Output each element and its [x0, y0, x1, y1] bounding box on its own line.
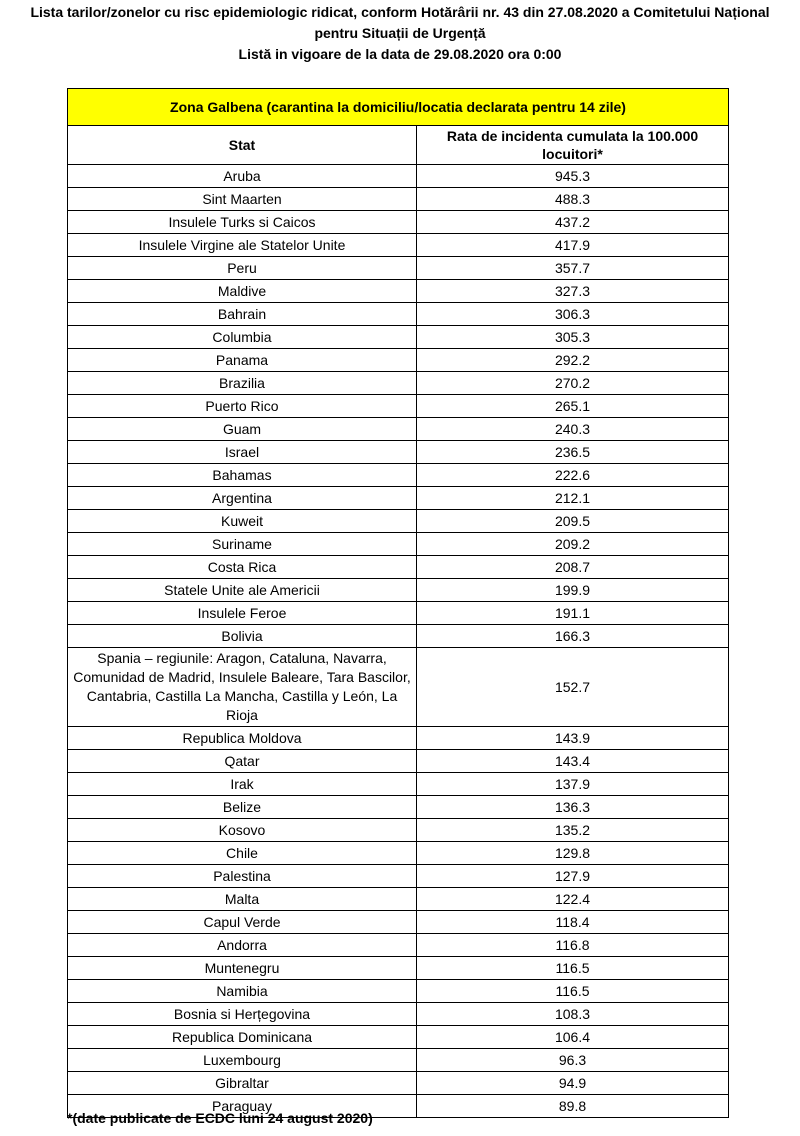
document-header: [0, 2, 800, 65]
incidence-rate-cell: 96.3: [417, 1049, 729, 1072]
table-row: [68, 211, 729, 234]
incidence-rate-cell: 89.8: [417, 1095, 729, 1118]
country-cell: Bahrain: [68, 303, 417, 326]
incidence-rate-cell: 152.7: [417, 648, 729, 727]
country-cell: Republica Dominicana: [68, 1026, 417, 1049]
country-cell: Sint Maarten: [68, 188, 417, 211]
incidence-rate-cell: 306.3: [417, 303, 729, 326]
table-row: [68, 303, 729, 326]
country-cell: Paraguay: [68, 1095, 417, 1118]
table-row: [68, 819, 729, 842]
table-row: [68, 957, 729, 980]
country-cell: Kuweit: [68, 510, 417, 533]
incidence-rate-cell: 437.2: [417, 211, 729, 234]
incidence-rate-cell: 240.3: [417, 418, 729, 441]
country-cell: Israel: [68, 441, 417, 464]
table-row: [68, 602, 729, 625]
country-cell: Muntenegru: [68, 957, 417, 980]
incidence-rate-cell: 122.4: [417, 888, 729, 911]
header-validity-line: Listă in vigoare de la data de 29.08.2020 ora 0:00: [238, 46, 562, 62]
table-row: [68, 1003, 729, 1026]
table-row: [68, 1026, 729, 1049]
incidence-rate-cell: 199.9: [417, 579, 729, 602]
incidence-rate-cell: 106.4: [417, 1026, 729, 1049]
table-row: [68, 1049, 729, 1072]
risk-countries-table: [67, 88, 729, 1118]
table-row: [68, 487, 729, 510]
incidence-rate-cell: 135.2: [417, 819, 729, 842]
country-cell: Malta: [68, 888, 417, 911]
column-header-row: [68, 126, 729, 165]
incidence-rate-cell: 236.5: [417, 441, 729, 464]
footnote: *(date publicate de ECDC luni 24 august 2020): [67, 1110, 373, 1126]
country-cell: Belize: [68, 796, 417, 819]
country-cell: Capul Verde: [68, 911, 417, 934]
country-cell: Guam: [68, 418, 417, 441]
table-row: [68, 625, 729, 648]
country-cell: Luxembourg: [68, 1049, 417, 1072]
table-row: [68, 418, 729, 441]
table-row: [68, 464, 729, 487]
incidence-rate-cell: 129.8: [417, 842, 729, 865]
zone-title: Zona Galbena (carantina la domiciliu/locatia declarata pentru 14 zile): [68, 89, 729, 126]
table-row: [68, 888, 729, 911]
zone-header-row: [68, 89, 729, 126]
incidence-rate-cell: 191.1: [417, 602, 729, 625]
country-cell: Chile: [68, 842, 417, 865]
table-row: [68, 188, 729, 211]
country-cell: Spania – regiunile: Aragon, Cataluna, Navarra, Comunidad de Madrid, Insulele Baleare, Tara Bascilor, Cantabria, Castilla La Mancha, Castilla y León, La Rioja: [68, 648, 417, 727]
incidence-rate-cell: 212.1: [417, 487, 729, 510]
country-cell: Insulele Virgine ale Statelor Unite: [68, 234, 417, 257]
country-cell: Namibia: [68, 980, 417, 1003]
country-cell: Bolivia: [68, 625, 417, 648]
incidence-rate-cell: 265.1: [417, 395, 729, 418]
table-row: [68, 579, 729, 602]
country-cell: Insulele Feroe: [68, 602, 417, 625]
table-row: [68, 234, 729, 257]
table-row: [68, 395, 729, 418]
country-cell: Statele Unite ale Americii: [68, 579, 417, 602]
header-title-line-2: pentru Situații de Urgență: [314, 25, 486, 41]
country-cell: Argentina: [68, 487, 417, 510]
table-row: [68, 165, 729, 188]
incidence-rate-cell: 116.8: [417, 934, 729, 957]
column-header-incidence: Rata de incidenta cumulata la 100.000 locuitori*: [417, 126, 729, 165]
country-cell: Palestina: [68, 865, 417, 888]
incidence-rate-cell: 166.3: [417, 625, 729, 648]
incidence-rate-cell: 945.3: [417, 165, 729, 188]
table-row: [68, 556, 729, 579]
incidence-rate-cell: 488.3: [417, 188, 729, 211]
incidence-rate-cell: 305.3: [417, 326, 729, 349]
table-row: [68, 750, 729, 773]
table-row: [68, 1072, 729, 1095]
country-cell: Republica Moldova: [68, 727, 417, 750]
table-row: [68, 280, 729, 303]
country-cell: Bosnia si Herțegovina: [68, 1003, 417, 1026]
country-cell: Brazilia: [68, 372, 417, 395]
country-cell: Puerto Rico: [68, 395, 417, 418]
table-row: [68, 980, 729, 1003]
table-row: [68, 934, 729, 957]
country-cell: Gibraltar: [68, 1072, 417, 1095]
table-row: [68, 865, 729, 888]
table-row: [68, 441, 729, 464]
table-row: [68, 911, 729, 934]
incidence-rate-cell: 208.7: [417, 556, 729, 579]
incidence-rate-cell: 357.7: [417, 257, 729, 280]
table-row: [68, 349, 729, 372]
country-cell: Suriname: [68, 533, 417, 556]
incidence-rate-cell: 116.5: [417, 957, 729, 980]
incidence-rate-cell: 94.9: [417, 1072, 729, 1095]
incidence-rate-cell: 209.2: [417, 533, 729, 556]
incidence-rate-cell: 222.6: [417, 464, 729, 487]
country-cell: Maldive: [68, 280, 417, 303]
table-row: [68, 648, 729, 727]
incidence-rate-cell: 270.2: [417, 372, 729, 395]
table-row: [68, 326, 729, 349]
incidence-rate-cell: 209.5: [417, 510, 729, 533]
incidence-rate-cell: 116.5: [417, 980, 729, 1003]
column-header-country: Stat: [68, 126, 417, 165]
incidence-rate-cell: 143.9: [417, 727, 729, 750]
table-row: [68, 796, 729, 819]
table-row: [68, 533, 729, 556]
country-cell: Kosovo: [68, 819, 417, 842]
country-cell: Peru: [68, 257, 417, 280]
incidence-rate-cell: 118.4: [417, 911, 729, 934]
country-cell: Bahamas: [68, 464, 417, 487]
table-body: [68, 165, 729, 1118]
table-row: [68, 257, 729, 280]
incidence-rate-cell: 143.4: [417, 750, 729, 773]
country-cell: Columbia: [68, 326, 417, 349]
incidence-rate-cell: 108.3: [417, 1003, 729, 1026]
table-row: [68, 510, 729, 533]
table-row: [68, 727, 729, 750]
header-title-line-1: Lista tarilor/zonelor cu risc epidemiologic ridicat, conform Hotărârii nr. 43 din 27.08.2020 a Comitetului Național: [30, 4, 770, 20]
country-cell: Aruba: [68, 165, 417, 188]
incidence-rate-cell: 136.3: [417, 796, 729, 819]
incidence-rate-cell: 327.3: [417, 280, 729, 303]
table-row: [68, 842, 729, 865]
country-cell: Insulele Turks si Caicos: [68, 211, 417, 234]
country-cell: Panama: [68, 349, 417, 372]
country-cell: Irak: [68, 773, 417, 796]
incidence-rate-cell: 137.9: [417, 773, 729, 796]
incidence-rate-cell: 292.2: [417, 349, 729, 372]
country-cell: Andorra: [68, 934, 417, 957]
table-row: [68, 372, 729, 395]
incidence-rate-cell: 417.9: [417, 234, 729, 257]
table-row: [68, 773, 729, 796]
country-cell: Costa Rica: [68, 556, 417, 579]
country-cell: Qatar: [68, 750, 417, 773]
incidence-rate-cell: 127.9: [417, 865, 729, 888]
